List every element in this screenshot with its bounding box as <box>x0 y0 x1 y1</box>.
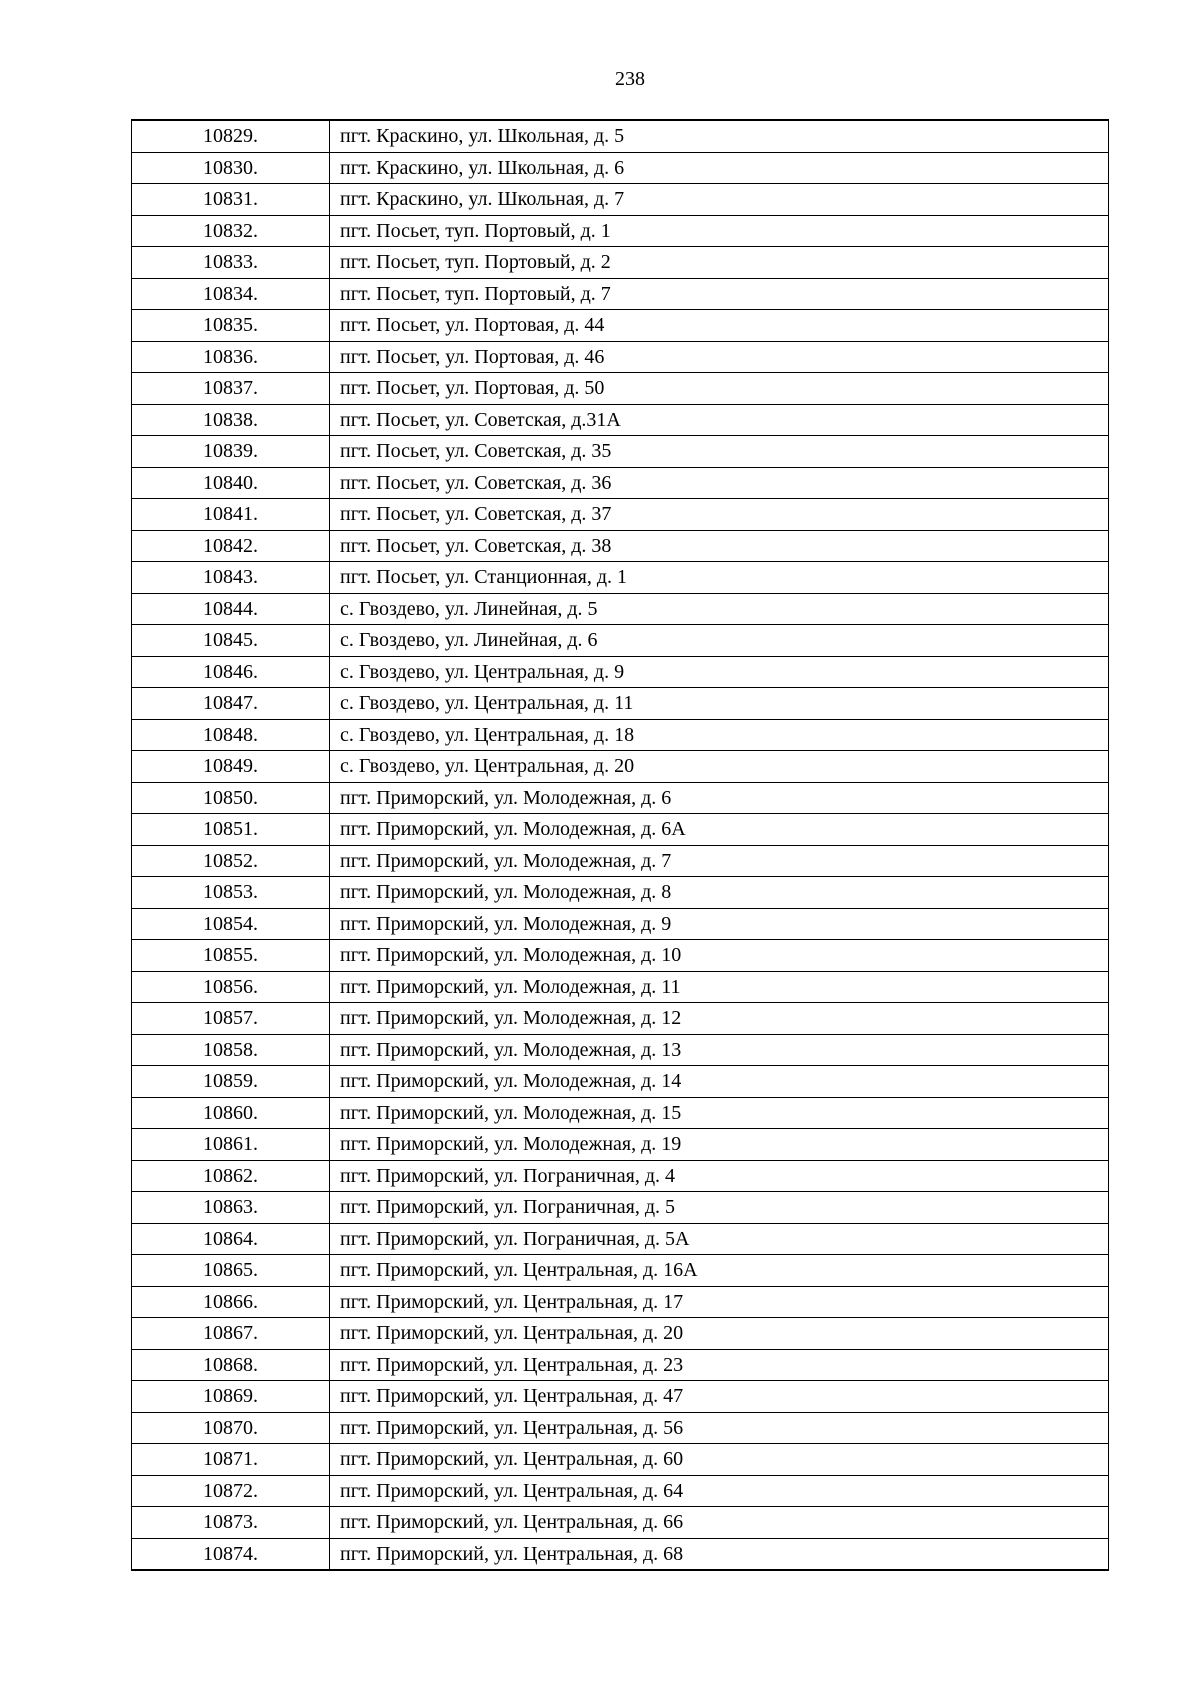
row-number-cell: 10873. <box>132 1507 330 1539</box>
row-number-cell: 10871. <box>132 1444 330 1476</box>
row-number-cell: 10860. <box>132 1097 330 1129</box>
address-cell: пгт. Приморский, ул. Молодежная, д. 6А <box>330 814 1109 846</box>
address-cell: пгт. Приморский, ул. Молодежная, д. 15 <box>330 1097 1109 1129</box>
address-cell: пгт. Приморский, ул. Пограничная, д. 4 <box>330 1160 1109 1192</box>
table-row <box>132 1538 1109 1570</box>
table-row <box>132 719 1109 751</box>
table-row <box>132 120 1109 152</box>
table-row <box>132 404 1109 436</box>
table-row <box>132 247 1109 279</box>
address-cell: пгт. Приморский, ул. Центральная, д. 64 <box>330 1475 1109 1507</box>
address-cell: пгт. Посьет, ул. Советская, д. 37 <box>330 499 1109 531</box>
row-number-cell: 10854. <box>132 908 330 940</box>
address-cell: пгт. Приморский, ул. Центральная, д. 23 <box>330 1349 1109 1381</box>
address-cell: пгт. Приморский, ул. Пограничная, д. 5 <box>330 1192 1109 1224</box>
address-cell: пгт. Приморский, ул. Пограничная, д. 5А <box>330 1223 1109 1255</box>
row-number-cell: 10830. <box>132 152 330 184</box>
row-number-cell: 10866. <box>132 1286 330 1318</box>
row-number-cell: 10858. <box>132 1034 330 1066</box>
row-number-cell: 10848. <box>132 719 330 751</box>
table-row <box>132 1381 1109 1413</box>
address-cell: пгт. Приморский, ул. Центральная, д. 66 <box>330 1507 1109 1539</box>
row-number-cell: 10842. <box>132 530 330 562</box>
row-number-cell: 10832. <box>132 215 330 247</box>
row-number-cell: 10865. <box>132 1255 330 1287</box>
address-cell: с. Гвоздево, ул. Центральная, д. 20 <box>330 751 1109 783</box>
table-row <box>132 1097 1109 1129</box>
table-row <box>132 971 1109 1003</box>
address-cell: пгт. Приморский, ул. Молодежная, д. 19 <box>330 1129 1109 1161</box>
row-number-cell: 10850. <box>132 782 330 814</box>
address-cell: пгт. Приморский, ул. Центральная, д. 16А <box>330 1255 1109 1287</box>
row-number-cell: 10834. <box>132 278 330 310</box>
address-cell: пгт. Посьет, ул. Советская, д. 35 <box>330 436 1109 468</box>
address-cell: пгт. Приморский, ул. Молодежная, д. 9 <box>330 908 1109 940</box>
table-row <box>132 1192 1109 1224</box>
row-number-cell: 10837. <box>132 373 330 405</box>
address-cell: пгт. Приморский, ул. Центральная, д. 20 <box>330 1318 1109 1350</box>
address-cell: пгт. Приморский, ул. Молодежная, д. 11 <box>330 971 1109 1003</box>
row-number-cell: 10844. <box>132 593 330 625</box>
table-row <box>132 1066 1109 1098</box>
address-cell: пгт. Приморский, ул. Центральная, д. 56 <box>330 1412 1109 1444</box>
address-cell: с. Гвоздево, ул. Линейная, д. 6 <box>330 625 1109 657</box>
table-row <box>132 152 1109 184</box>
row-number-cell: 10868. <box>132 1349 330 1381</box>
address-cell: пгт. Посьет, ул. Портовая, д. 44 <box>330 310 1109 342</box>
table-row <box>132 1129 1109 1161</box>
address-cell: пгт. Посьет, ул. Советская, д. 36 <box>330 467 1109 499</box>
row-number-cell: 10867. <box>132 1318 330 1350</box>
row-number-cell: 10836. <box>132 341 330 373</box>
address-cell: пгт. Посьет, ул. Портовая, д. 46 <box>330 341 1109 373</box>
row-number-cell: 10838. <box>132 404 330 436</box>
table-row <box>132 845 1109 877</box>
address-cell: пгт. Приморский, ул. Молодежная, д. 7 <box>330 845 1109 877</box>
table-row <box>132 814 1109 846</box>
address-cell: с. Гвоздево, ул. Центральная, д. 18 <box>330 719 1109 751</box>
table-row <box>132 1444 1109 1476</box>
row-number-cell: 10829. <box>132 120 330 152</box>
table-row <box>132 215 1109 247</box>
address-cell: пгт. Приморский, ул. Центральная, д. 60 <box>330 1444 1109 1476</box>
row-number-cell: 10847. <box>132 688 330 720</box>
table-row <box>132 1255 1109 1287</box>
address-cell: с. Гвоздево, ул. Линейная, д. 5 <box>330 593 1109 625</box>
address-cell: пгт. Посьет, ул. Портовая, д. 50 <box>330 373 1109 405</box>
address-cell: пгт. Приморский, ул. Молодежная, д. 6 <box>330 782 1109 814</box>
row-number-cell: 10845. <box>132 625 330 657</box>
table-row <box>132 940 1109 972</box>
row-number-cell: 10835. <box>132 310 330 342</box>
address-cell: с. Гвоздево, ул. Центральная, д. 11 <box>330 688 1109 720</box>
address-cell: пгт. Посьет, ул. Станционная, д. 1 <box>330 562 1109 594</box>
row-number-cell: 10857. <box>132 1003 330 1035</box>
address-cell: пгт. Посьет, туп. Портовый, д. 7 <box>330 278 1109 310</box>
table-row <box>132 1003 1109 1035</box>
address-cell: пгт. Приморский, ул. Молодежная, д. 13 <box>330 1034 1109 1066</box>
table-row <box>132 1286 1109 1318</box>
table-row <box>132 341 1109 373</box>
row-number-cell: 10861. <box>132 1129 330 1161</box>
table-row <box>132 1223 1109 1255</box>
address-cell: пгт. Краскино, ул. Школьная, д. 5 <box>330 120 1109 152</box>
address-cell: пгт. Приморский, ул. Молодежная, д. 12 <box>330 1003 1109 1035</box>
row-number-cell: 10843. <box>132 562 330 594</box>
row-number-cell: 10846. <box>132 656 330 688</box>
page-number: 238 <box>615 68 645 90</box>
table-row <box>132 656 1109 688</box>
table-row <box>132 625 1109 657</box>
address-cell: пгт. Краскино, ул. Школьная, д. 6 <box>330 152 1109 184</box>
table-row <box>132 562 1109 594</box>
row-number-cell: 10870. <box>132 1412 330 1444</box>
address-cell: пгт. Посьет, ул. Советская, д.31А <box>330 404 1109 436</box>
row-number-cell: 10864. <box>132 1223 330 1255</box>
address-cell: пгт. Приморский, ул. Центральная, д. 68 <box>330 1538 1109 1570</box>
table-row <box>132 530 1109 562</box>
table-row <box>132 1349 1109 1381</box>
table-row <box>132 467 1109 499</box>
address-cell: пгт. Посьет, ул. Советская, д. 38 <box>330 530 1109 562</box>
row-number-cell: 10851. <box>132 814 330 846</box>
row-number-cell: 10869. <box>132 1381 330 1413</box>
row-number-cell: 10855. <box>132 940 330 972</box>
row-number-cell: 10856. <box>132 971 330 1003</box>
row-number-cell: 10852. <box>132 845 330 877</box>
row-number-cell: 10839. <box>132 436 330 468</box>
row-number-cell: 10874. <box>132 1538 330 1570</box>
table-row <box>132 1475 1109 1507</box>
address-cell: пгт. Посьет, туп. Портовый, д. 1 <box>330 215 1109 247</box>
row-number-cell: 10849. <box>132 751 330 783</box>
row-number-cell: 10862. <box>132 1160 330 1192</box>
address-cell: с. Гвоздево, ул. Центральная, д. 9 <box>330 656 1109 688</box>
address-cell: пгт. Приморский, ул. Молодежная, д. 14 <box>330 1066 1109 1098</box>
table-row <box>132 877 1109 909</box>
table-row <box>132 1160 1109 1192</box>
row-number-cell: 10859. <box>132 1066 330 1098</box>
row-number-cell: 10840. <box>132 467 330 499</box>
row-number-cell: 10872. <box>132 1475 330 1507</box>
table-row <box>132 499 1109 531</box>
table-row <box>132 184 1109 216</box>
row-number-cell: 10833. <box>132 247 330 279</box>
address-cell: пгт. Посьет, туп. Портовый, д. 2 <box>330 247 1109 279</box>
table-row <box>132 593 1109 625</box>
table-row <box>132 310 1109 342</box>
address-cell: пгт. Приморский, ул. Молодежная, д. 8 <box>330 877 1109 909</box>
address-cell: пгт. Приморский, ул. Молодежная, д. 10 <box>330 940 1109 972</box>
table-row <box>132 688 1109 720</box>
table-row <box>132 278 1109 310</box>
row-number-cell: 10853. <box>132 877 330 909</box>
table-row <box>132 1412 1109 1444</box>
address-cell: пгт. Краскино, ул. Школьная, д. 7 <box>330 184 1109 216</box>
table-row <box>132 1034 1109 1066</box>
table-row <box>132 1507 1109 1539</box>
row-number-cell: 10841. <box>132 499 330 531</box>
address-cell: пгт. Приморский, ул. Центральная, д. 17 <box>330 1286 1109 1318</box>
table-row <box>132 751 1109 783</box>
table-row <box>132 373 1109 405</box>
table-row <box>132 782 1109 814</box>
row-number-cell: 10831. <box>132 184 330 216</box>
row-number-cell: 10863. <box>132 1192 330 1224</box>
address-table-body <box>132 120 1109 1570</box>
table-row <box>132 436 1109 468</box>
table-row <box>132 908 1109 940</box>
table-row <box>132 1318 1109 1350</box>
address-table <box>131 119 1109 1571</box>
address-cell: пгт. Приморский, ул. Центральная, д. 47 <box>330 1381 1109 1413</box>
